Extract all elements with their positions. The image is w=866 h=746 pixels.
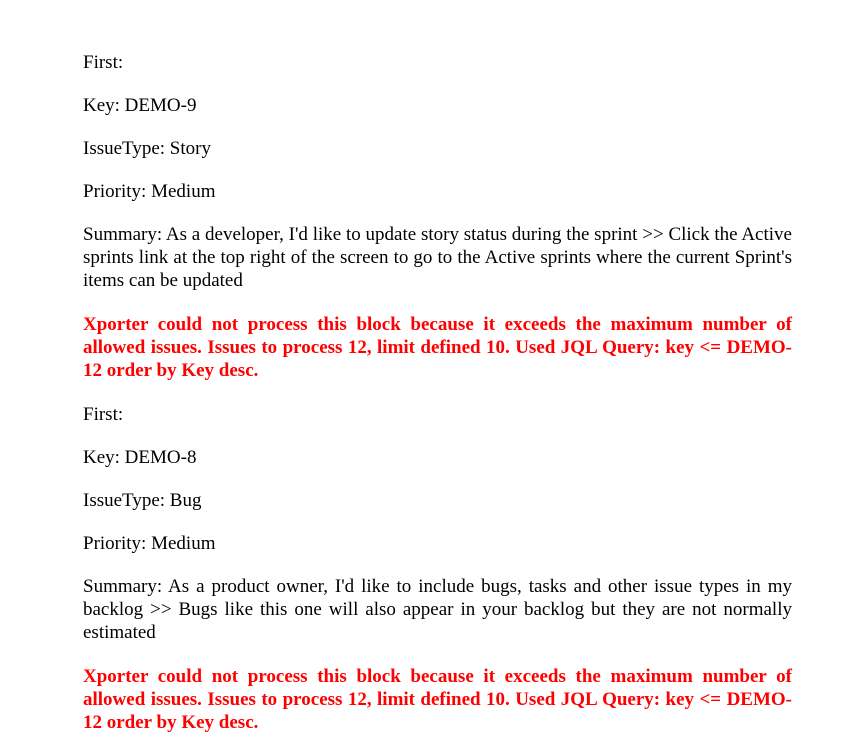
xporter-error-message: Xporter could not process this block because it exceeds the maximum number of allowed issues. Issues to process 12, limit defined 10. Used JQL Query: key <= DEMO-12 order by Key desc.	[83, 314, 792, 381]
issue-key: Key: DEMO-9	[83, 95, 197, 116]
issue-type: IssueType: Bug	[83, 490, 202, 511]
issue-block-1	[83, 51, 792, 382]
issue-block-2	[83, 403, 792, 734]
issue-priority: Priority: Medium	[83, 181, 216, 202]
issue-summary: Summary: As a product owner, I'd like to include bugs, tasks and other issue types in my backlog >> Bugs like this one will also appear in your backlog but they are not normally estimated	[83, 576, 792, 643]
issue-key: Key: DEMO-8	[83, 447, 197, 468]
xporter-error-message: Xporter could not process this block because it exceeds the maximum number of allowed issues. Issues to process 12, limit defined 10. Used JQL Query: key <= DEMO-12 order by Key desc.	[83, 666, 792, 733]
issue-priority: Priority: Medium	[83, 533, 216, 554]
issue-summary: Summary: As a developer, I'd like to update story status during the sprint >> Click the Active sprints link at the top right of the screen to go to the Active sprints where the current Sprint's items can be updated	[83, 224, 792, 291]
first-label: First:	[83, 52, 124, 73]
document-page	[83, 51, 792, 734]
issue-type: IssueType: Story	[83, 138, 211, 159]
first-label: First:	[83, 404, 124, 425]
